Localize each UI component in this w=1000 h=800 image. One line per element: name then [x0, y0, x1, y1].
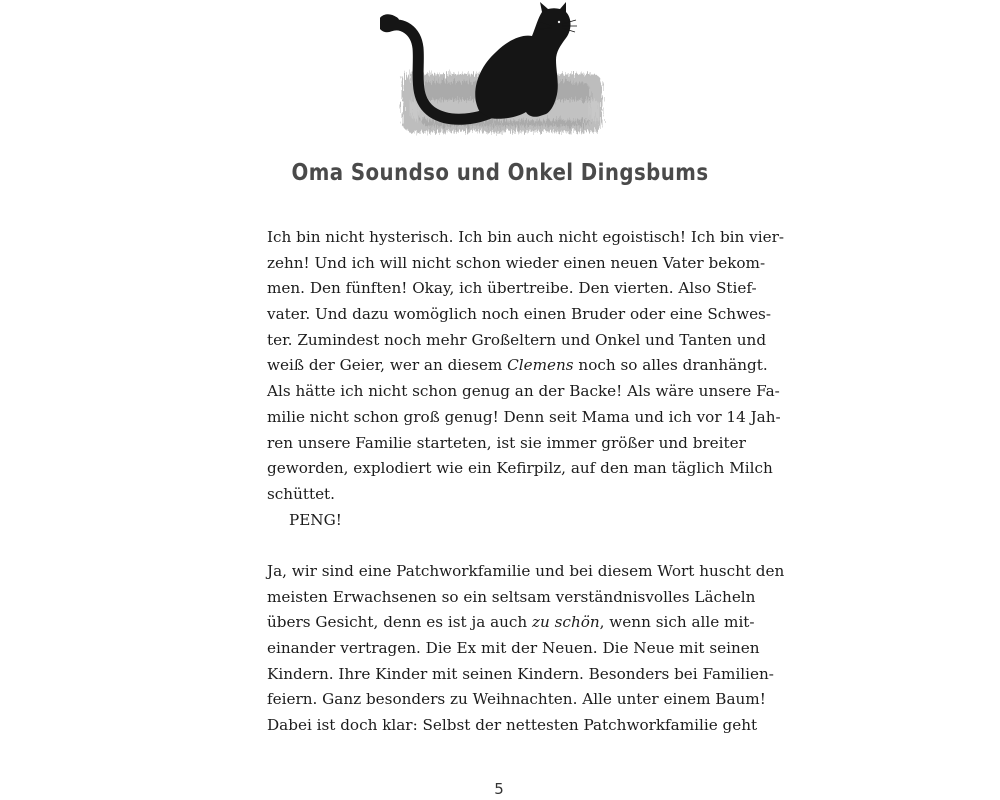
chapter-title: Oma Soundso und Onkel Dingsbums: [291, 160, 709, 186]
text-segment: weiß der Geier, wer an diesem: [267, 356, 508, 375]
text-segment: noch so alles dranhängt.: [573, 356, 768, 375]
paragraph-2: [267, 559, 785, 739]
text-line: Ja, wir sind eine Patchworkfamilie und bei diesem Wort huscht den: [267, 562, 785, 580]
emphasis-name: Clemens: [507, 356, 574, 375]
text-segment: , wenn sich alle mit-: [599, 613, 755, 632]
text-line: meisten Erwachsenen so ein seltsam verständnisvolles Lächeln: [267, 587, 756, 606]
paragraph-1: [267, 225, 784, 533]
text-line: einander vertragen. Die Ex mit der Neuen. Die Neue mit seinen: [267, 639, 760, 658]
emphasis-phrase: zu schön: [532, 613, 600, 632]
page-number: 5: [494, 780, 504, 798]
text-line: ter. Zumindest noch mehr Großeltern und Onkel und Tanten und: [267, 330, 767, 349]
text-line: geworden, explodiert wie ein Kefirpilz, auf den man täglich Milch: [267, 459, 773, 478]
text-line: Als hätte ich nicht schon genug an der Backe! Als wäre unsere Fa-: [267, 382, 780, 401]
text-line: men. Den fünften! Okay, ich übertreibe. Den vierten. Also Stief-: [267, 279, 757, 298]
text-line: Kindern. Ihre Kinder mit seinen Kindern. Besonders bei Familien-: [267, 664, 774, 683]
text-line: milie nicht schon groß genug! Denn seit Mama und ich vor 14 Jah-: [267, 407, 781, 426]
black-cat-icon: [380, 0, 620, 145]
text-line: zehn! Und ich will nicht schon wieder einen neuen Vater bekom-: [267, 253, 766, 272]
text-line-peng: PENG!: [289, 510, 342, 529]
text-line: Dabei ist doch klar: Selbst der nettesten Patchworkfamilie geht: [267, 716, 758, 735]
text-line: schüttet.: [267, 484, 335, 503]
text-line: vater. Und dazu womöglich noch einen Bruder oder eine Schwes-: [267, 305, 771, 324]
text-line: Ich bin nicht hysterisch. Ich bin auch nicht egoistisch! Ich bin vier-: [267, 228, 784, 246]
text-line: ren unsere Familie starteten, ist sie immer größer und breiter: [267, 433, 746, 452]
text-line: feiern. Ganz besonders zu Weihnachten. Alle unter einem Baum!: [267, 690, 766, 709]
text-segment: übers Gesicht, denn es ist ja auch: [267, 613, 533, 632]
text-line: [267, 353, 768, 379]
text-line: [267, 610, 755, 636]
